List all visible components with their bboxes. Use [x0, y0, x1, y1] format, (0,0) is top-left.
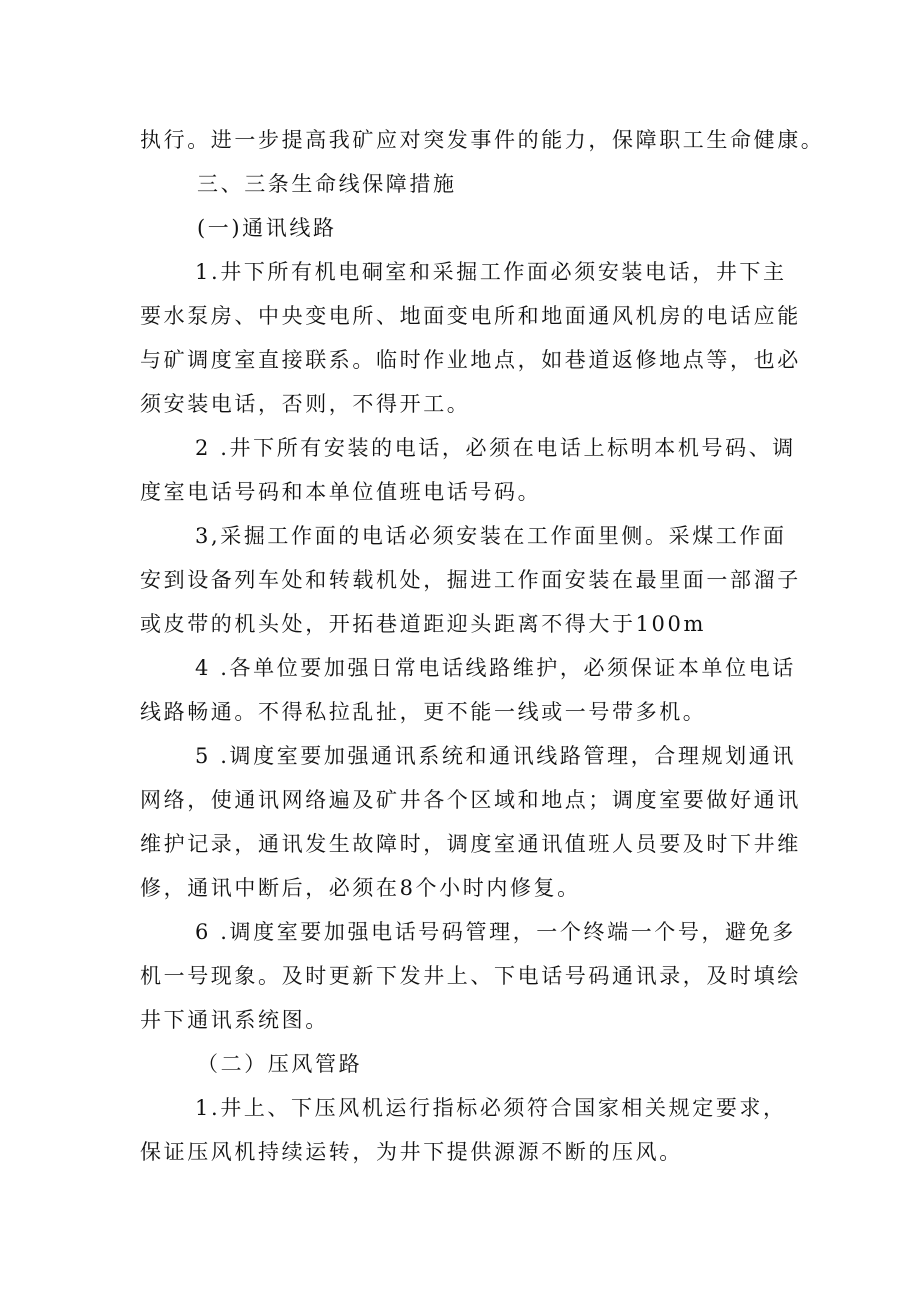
text-line: 2 .井下所有安装的电话，必须在电话上标明本机号码、调 [195, 436, 796, 460]
text-line: 网络，使通讯网络遍及矿井各个区域和地点；调度室要做好通讯 [140, 788, 801, 812]
text-line: 3,采掘工作面的电话必须安装在工作面里侧。采煤工作面 [195, 524, 787, 548]
text-line: 6 .调度室要加强电话号码管理，一个终端一个号，避免多 [195, 920, 796, 944]
section-heading: 三、三条生命线保障措施 [197, 172, 457, 196]
text-line: 安到设备列车处和转载机处，掘进工作面安装在最里面一部溜子 [140, 568, 801, 592]
text-line: 维护记录，通讯发生故障时，调度室通讯值班人员要及时下井维 [140, 832, 801, 856]
text-line: 井下通讯系统图。 [140, 1008, 329, 1032]
text-line: 或皮带的机头处，开拓巷道距迎头距离不得大于100m [140, 612, 706, 636]
text-line: 与矿调度室直接联系。临时作业地点，如巷道返修地点等，也必 [140, 348, 801, 372]
text-line: 线路畅通。不得私拉乱扯，更不能一线或一号带多机。 [140, 700, 707, 724]
text-line: 5 .调度室要加强通讯系统和通讯线路管理，合理规划通讯 [195, 744, 796, 768]
text-line: 修，通讯中断后，必须在8个小时内修复。 [140, 876, 581, 900]
text-line: 度室电话号码和本单位值班电话号码。 [140, 480, 542, 504]
text-line: 机一号现象。及时更新下发井上、下电话号码通讯录，及时填绘 [140, 964, 801, 988]
text-line: 1.井上、下压风机运行指标必须符合国家相关规定要求， [195, 1096, 787, 1120]
subsection-heading: （二）压风管路 [197, 1052, 363, 1076]
text-line: 4 .各单位要加强日常电话线路维护，必须保证本单位电话 [195, 656, 796, 680]
subsection-heading: (一)通讯线路 [197, 216, 337, 240]
text-line: 要水泵房、中央变电所、地面变电所和地面通风机房的电话应能 [140, 304, 801, 328]
text-line: 执行。进一步提高我矿应对突发事件的能力，保障职工生命健康。 [140, 128, 825, 152]
text-line: 保证压风机持续运转，为井下提供源源不断的压风。 [140, 1140, 683, 1164]
text-line: 须安装电话，否则，不得开工。 [140, 392, 471, 416]
text-line: 1.井下所有机电硐室和采掘工作面必须安装电话，井下主 [195, 260, 787, 284]
